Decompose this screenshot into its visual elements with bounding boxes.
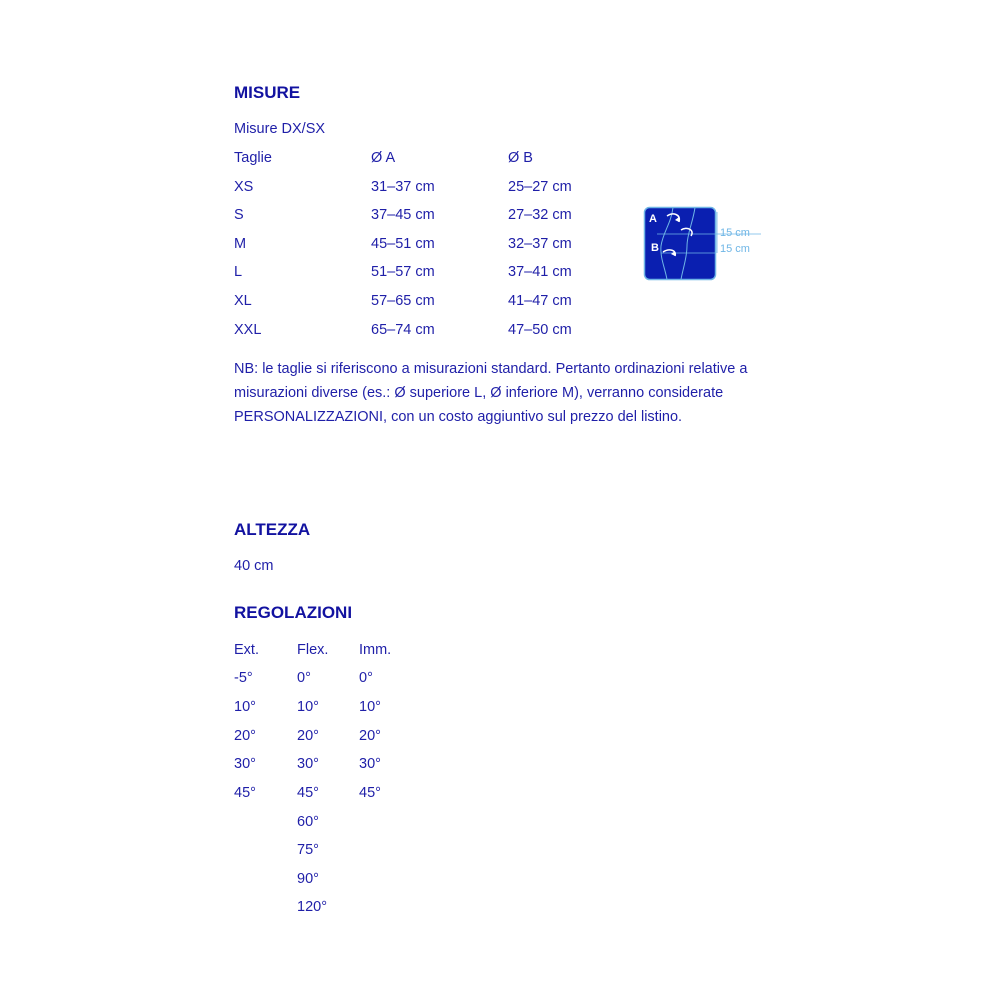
label-a: A bbox=[649, 213, 657, 225]
flex-value: 0° bbox=[297, 670, 311, 686]
size-diam-a: 45–51 cm bbox=[371, 236, 435, 252]
size-diam-a: 37–45 cm bbox=[371, 207, 435, 223]
flex-value: 120° bbox=[297, 899, 327, 915]
imm-value: 10° bbox=[359, 699, 381, 715]
size-diam-b: 37–41 cm bbox=[508, 264, 572, 280]
note-label: NB bbox=[234, 361, 255, 377]
col-header-ext: Ext. bbox=[234, 642, 259, 658]
measure-b-label: 15 cm bbox=[720, 243, 750, 255]
size-diam-a: 51–57 cm bbox=[371, 264, 435, 280]
flex-value: 45° bbox=[297, 785, 319, 801]
size-diam-b: 27–32 cm bbox=[508, 207, 572, 223]
col-header-diam-a: Ø A bbox=[371, 150, 396, 166]
size-label: S bbox=[234, 207, 244, 223]
flex-value: 10° bbox=[297, 699, 319, 715]
ext-value: 30° bbox=[234, 756, 256, 772]
imm-value: 20° bbox=[359, 728, 381, 744]
col-header-flex: Flex. bbox=[297, 642, 329, 658]
imm-value: 0° bbox=[359, 670, 373, 686]
size-diam-b: 32–37 cm bbox=[508, 236, 572, 252]
size-diam-b: 41–47 cm bbox=[508, 293, 572, 309]
ext-value: -5° bbox=[234, 670, 253, 686]
size-label: L bbox=[234, 264, 243, 280]
flex-value: 90° bbox=[297, 871, 319, 887]
size-label: XL bbox=[234, 293, 252, 309]
size-label: M bbox=[234, 236, 247, 252]
size-label: XS bbox=[234, 179, 254, 195]
knee-measurement-diagram bbox=[643, 206, 761, 282]
size-diam-a: 57–65 cm bbox=[371, 293, 435, 309]
size-diam-b: 25–27 cm bbox=[508, 179, 572, 195]
flex-value: 60° bbox=[297, 814, 319, 830]
measure-a-label: 15 cm bbox=[720, 227, 750, 239]
col-header-imm: Imm. bbox=[359, 642, 392, 658]
note-text: : le taglie si riferiscono a misurazioni standard. Pertanto ordinazioni relative a misurazioni diverse (es.: Ø superiore L, Ø inferiore M), verranno considerate PERSONALIZZAZIONI, con un costo aggiuntivo sul prezzo del listino. bbox=[234, 361, 748, 425]
sizes-note bbox=[234, 357, 794, 429]
flex-value: 30° bbox=[297, 756, 319, 772]
size-diam-a: 65–74 cm bbox=[371, 322, 435, 338]
ext-value: 10° bbox=[234, 699, 256, 715]
regolazioni-heading: REGOLAZIONI bbox=[234, 603, 353, 622]
flex-value: 75° bbox=[297, 842, 319, 858]
misure-heading: MISURE bbox=[234, 83, 301, 102]
size-diam-b: 47–50 cm bbox=[508, 322, 572, 338]
knee-brace-icon bbox=[643, 206, 761, 282]
altezza-heading: ALTEZZA bbox=[234, 520, 311, 539]
size-label: XXL bbox=[234, 322, 262, 338]
misure-subheading: Misure DX/SX bbox=[234, 121, 326, 137]
col-header-taglie: Taglie bbox=[234, 150, 272, 166]
flex-value: 20° bbox=[297, 728, 319, 744]
label-b: B bbox=[651, 242, 659, 254]
altezza-value: 40 cm bbox=[234, 558, 274, 574]
ext-value: 20° bbox=[234, 728, 256, 744]
imm-value: 30° bbox=[359, 756, 381, 772]
col-header-diam-b: Ø B bbox=[508, 150, 533, 166]
size-diam-a: 31–37 cm bbox=[371, 179, 435, 195]
ext-value: 45° bbox=[234, 785, 256, 801]
imm-value: 45° bbox=[359, 785, 381, 801]
